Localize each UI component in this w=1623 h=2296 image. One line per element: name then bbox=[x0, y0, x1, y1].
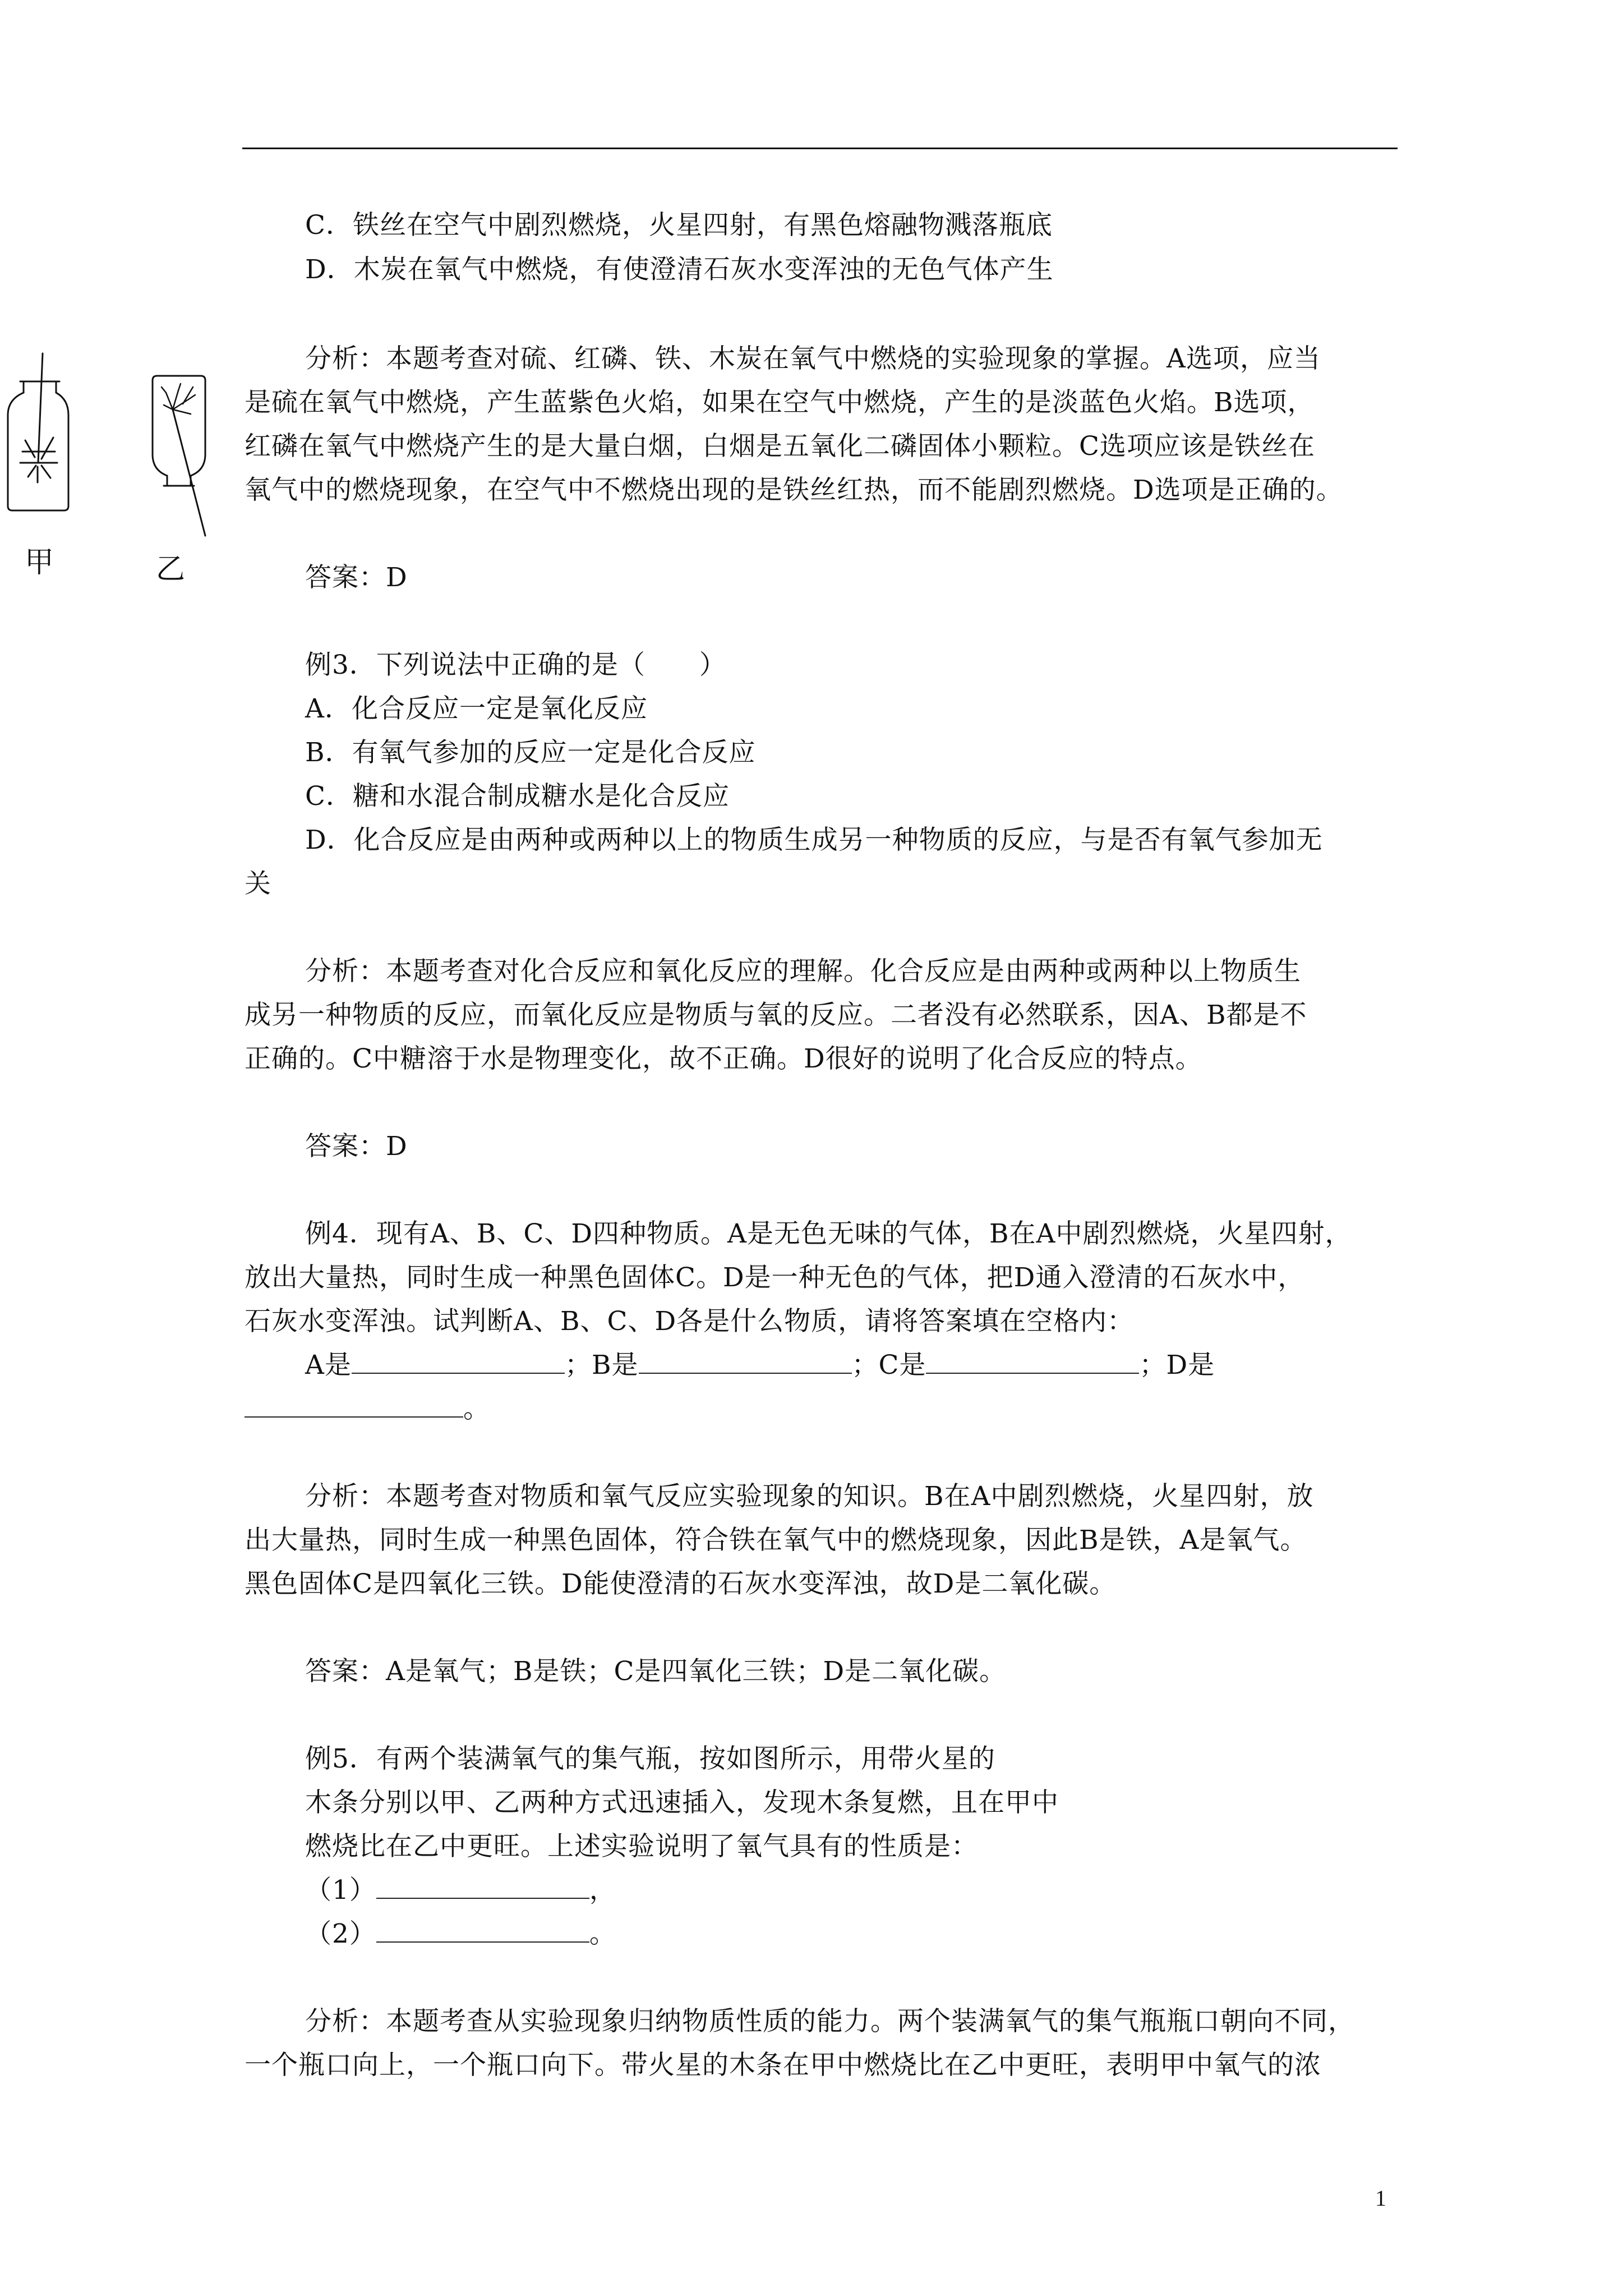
analysis-5-line-1: 分析：本题考查从实验现象归纳物质性质的能力。两个装满氧气的集气瓶瓶口朝向不同， bbox=[305, 2006, 1355, 2037]
blank-q1[interactable] bbox=[376, 1874, 589, 1899]
gas-jar-figure bbox=[0, 348, 236, 595]
analysis-4-line-2: 出大量热，同时生成一种黑色固体，符合铁在氧气中的燃烧现象，因此B是铁，A是氧气。 bbox=[245, 1525, 1307, 1556]
analysis-3-line-1: 分析：本题考查对化合反应和氧化反应的理解。化合反应是由两种或两种以上物质生 bbox=[305, 956, 1301, 987]
analysis-1-line-3: 红磷在氧气中燃烧产生的是大量白烟，白烟是五氧化二磷固体小颗粒。C选项应该是铁丝在 bbox=[245, 431, 1315, 462]
analysis-1-line-1: 分析：本题考查对硫、红磷、铁、木炭在氧气中燃烧的实验现象的掌握。A选项，应当 bbox=[305, 343, 1321, 374]
q1-label: （1） bbox=[305, 1875, 376, 1906]
q1-end: ， bbox=[589, 1875, 616, 1906]
answer-1: 答案：D bbox=[305, 562, 408, 593]
answer-4: 答案：A是氧气；B是铁；C是四氧化三铁；D是二氧化碳。 bbox=[305, 1656, 1007, 1687]
blank-q2[interactable] bbox=[376, 1918, 589, 1943]
example-4-fill-line-2 bbox=[245, 1387, 490, 1431]
example-3-option-d-cont: 关 bbox=[245, 868, 271, 899]
example-5-line-1: 例5．有两个装满氧气的集气瓶，按如图所示，用带火星的 bbox=[305, 1743, 995, 1774]
q2-label: （2） bbox=[305, 1918, 376, 1949]
example-5-blank-2 bbox=[305, 1912, 616, 1956]
example-4-fill-line bbox=[305, 1343, 1215, 1387]
blank-d[interactable] bbox=[245, 1393, 463, 1418]
option-c-line: C．铁丝在空气中剧烈燃烧，火星四射，有黑色熔融物溅落瓶底 bbox=[305, 210, 1053, 241]
example-3-option-c: C．糖和水混合制成糖水是化合反应 bbox=[305, 781, 730, 812]
example-4-line-2: 放出大量热，同时生成一种黑色固体C。D是一种无色的气体，把D通入澄清的石灰水中， bbox=[245, 1262, 1305, 1293]
example-3-option-b: B．有氧气参加的反应一定是化合反应 bbox=[305, 737, 756, 768]
fill-d-label: ；D是 bbox=[1139, 1350, 1215, 1381]
example-5-line-2: 木条分别以甲、乙两种方式迅速插入，发现木条复燃，且在甲中 bbox=[305, 1787, 1059, 1818]
fill-a-label: A是 bbox=[305, 1350, 352, 1381]
answer-3: 答案：D bbox=[305, 1131, 408, 1162]
analysis-5-line-2: 一个瓶口向上，一个瓶口向下。带火星的木条在甲中燃烧比在乙中更旺，表明甲中氧气的浓 bbox=[245, 2050, 1321, 2081]
example-5-line-3: 燃烧比在乙中更旺。上述实验说明了氧气具有的性质是： bbox=[305, 1831, 978, 1862]
analysis-1-line-2: 是硫在氧气中燃烧，产生蓝紫色火焰，如果在空气中燃烧，产生的是淡蓝色火焰。B选项， bbox=[245, 387, 1315, 418]
example-4-line-3: 石灰水变浑浊。试判断A、B、C、D各是什么物质，请将答案填在空格内： bbox=[245, 1306, 1135, 1337]
example-3-question: 例3．下列说法中正确的是（ ） bbox=[305, 650, 726, 680]
fill-b-label: ；B是 bbox=[564, 1350, 639, 1381]
label-jia: 甲 bbox=[25, 546, 54, 579]
blank-b[interactable] bbox=[639, 1349, 852, 1374]
analysis-1-line-4: 氧气中的燃烧现象，在空气中不燃烧出现的是铁丝红热，而不能剧烈燃烧。D选项是正确的。 bbox=[245, 475, 1343, 505]
example-3-option-d: D．化合反应是由两种或两种以上的物质生成另一种物质的反应，与是否有氧气参加无 bbox=[305, 825, 1323, 855]
q2-end: 。 bbox=[589, 1918, 616, 1949]
analysis-4-line-3: 黑色固体C是四氧化三铁。D能使澄清的石灰水变浑浊，故D是二氧化碳。 bbox=[245, 1568, 1117, 1599]
analysis-3-line-2: 成另一种物质的反应，而氧化反应是物质与氧的反应。二者没有必然联系，因A、B都是不 bbox=[245, 1000, 1307, 1030]
analysis-4-line-1: 分析：本题考查对物质和氧气反应实验现象的知识。B在A中剧烈燃烧，火星四射，放 bbox=[305, 1481, 1314, 1512]
blank-a[interactable] bbox=[352, 1349, 565, 1374]
fill-end: 。 bbox=[463, 1393, 490, 1424]
example-3-option-a: A．化合反应一定是氧化反应 bbox=[305, 693, 648, 724]
example-5-blank-1 bbox=[305, 1868, 616, 1912]
header-rule bbox=[242, 148, 1398, 149]
blank-c[interactable] bbox=[926, 1349, 1139, 1374]
analysis-3-line-3: 正确的。C中糖溶于水是物理变化，故不正确。D很好的说明了化合反应的特点。 bbox=[245, 1043, 1202, 1074]
option-d-line: D．木炭在氧气中燃烧，有使澄清石灰水变浑浊的无色气体产生 bbox=[305, 254, 1054, 285]
label-yi: 乙 bbox=[156, 553, 186, 586]
fill-c-label: ；C是 bbox=[851, 1350, 926, 1381]
page-number: 1 bbox=[1375, 2185, 1386, 2211]
example-4-line-1: 例4．现有A、B、C、D四种物质。A是无色无味的气体，B在A中剧烈燃烧，火星四射， bbox=[305, 1218, 1352, 1249]
